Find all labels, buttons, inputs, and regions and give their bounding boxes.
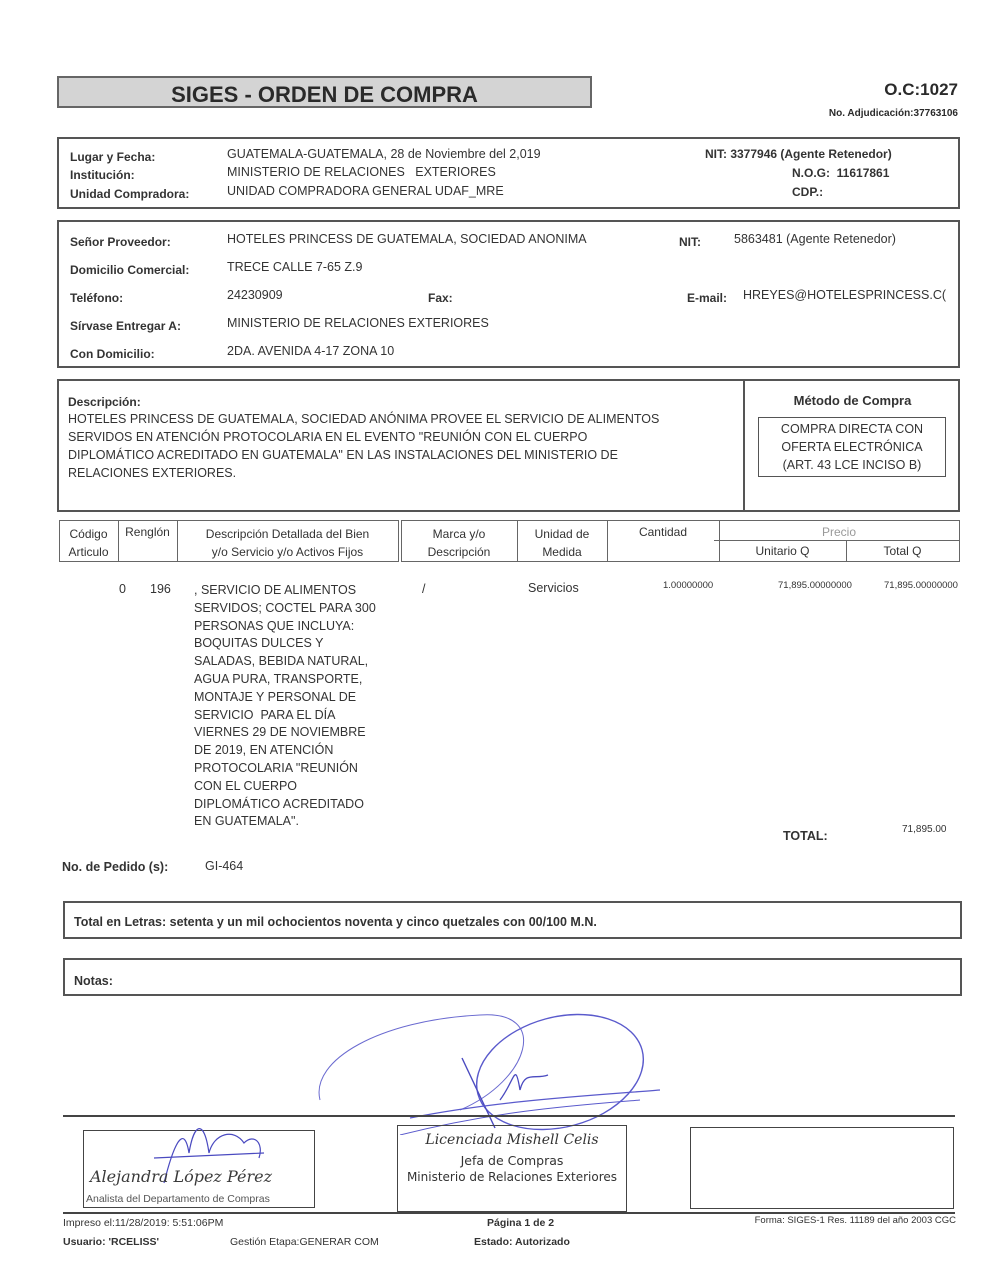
notas-label: Notas: [74, 974, 113, 988]
signature-box-right [690, 1127, 954, 1209]
signature-left-title: Analista del Departamento de Compras [86, 1193, 270, 1205]
header-precio: Precio [821, 525, 856, 539]
signature-box-middle [397, 1125, 627, 1212]
descripcion-line: RELACIONES EXTERIORES. [68, 466, 237, 480]
pedido-value: GI-464 [205, 859, 244, 873]
total-letras: Total en Letras: setenta y un mil ochocientos noventa y cinco quetzales con 00/100 M.N. [74, 915, 597, 929]
footer-usuario: Usuario: 'RCELISS' [63, 1236, 160, 1248]
header-cantidad: Cantidad [638, 525, 688, 539]
header-total: Total Q [883, 544, 922, 558]
fax-label: Fax: [428, 291, 453, 305]
telefono-label: Teléfono: [70, 291, 124, 305]
title-banner [57, 76, 592, 108]
descripcion-label: Descripción: [68, 395, 141, 409]
adjudicacion-number: No. Adjudicación:37763106 [828, 108, 958, 119]
header-codigo: Código Articulo [68, 527, 109, 559]
row-cantidad: 1.00000000 [663, 580, 714, 591]
row-unidad: Servicios [528, 581, 579, 595]
footer-pagina: Página 1 de 2 [487, 1217, 555, 1229]
domicilio-label: Domicilio Comercial: [70, 263, 190, 277]
header-descripcion: Descripción Detallada del Bien y/o Servicio y/o Activos Fijos [205, 527, 370, 559]
institucion-label: Institución: [70, 168, 135, 182]
oc-number: O.C:1027 [884, 80, 958, 99]
items-table-header [59, 520, 960, 562]
proveedor-label: Señor Proveedor: [70, 235, 171, 249]
descripcion-line: DIPLOMÁTICO ACREDITADO EN GUATEMALA" EN LAS INSTALACIONES DEL MINISTERIO DE [68, 448, 618, 462]
row-descripcion: , SERVICIO DE ALIMENTOS SERVIDOS; COCTEL PARA 300 PERSONAS QUE INCLUYA: BOQUITAS DULCES Y SALADAS, BEBIDA NATURAL, AGUA PURA, TRANSPORTE, MONTAJE Y PERSONAL DE SERVICIO PARA EL DÍA VIERNES 29 DE NOVIEMBRE DE 2019, EN ATENCIÓN PROTOCOLARIA "REUNIÓN CON EL CUERPO DIPLOMÁTICO ACREDITADO EN GUATEMALA". [194, 583, 376, 829]
descripcion-line: SERVIDOS EN ATENCIÓN PROTOCOLARIA EN EL EVENTO "REUNIÓN CON EL CUERPO [68, 430, 588, 444]
telefono-value: 24230909 [227, 288, 283, 302]
footer-impreso: Impreso el:11/28/2019: 5:51:06PM [63, 1217, 224, 1229]
signature-middle-org: Ministerio de Relaciones Exteriores [406, 1170, 618, 1184]
signature-middle-name: Licenciada Mishell Celis [425, 1132, 599, 1148]
metodo-compra-box [758, 417, 946, 477]
unidad-compradora-label: Unidad Compradora: [70, 187, 190, 201]
header-renglon: Renglón [125, 525, 170, 539]
page-title: SIGES - ORDEN DE COMPRA [171, 82, 478, 107]
table-row [0, 580, 988, 840]
row-unitario: 71,895.00000000 [778, 580, 852, 591]
descripcion-box [57, 379, 960, 512]
descripcion-line: HOTELES PRINCESS DE GUATEMALA, SOCIEDAD ANÓNIMA PROVEE EL SERVICIO DE ALIMENTOS [68, 412, 660, 426]
proveedor-nit-label: NIT: [679, 235, 701, 249]
proveedor-value: HOTELES PRINCESS DE GUATEMALA, SOCIEDAD ANONIMA [227, 232, 587, 246]
proveedor-box [57, 220, 960, 368]
notas-box [63, 958, 962, 996]
lugar-fecha-value: GUATEMALA-GUATEMALA, 28 de Noviembre del 2,019 [227, 147, 541, 161]
metodo-compra-label: Método de Compra [793, 393, 912, 408]
footer-divider [63, 1212, 955, 1214]
institucion-value: MINISTERIO DE RELACIONES EXTERIORES [227, 165, 496, 179]
con-domicilio-value: 2DA. AVENIDA 4-17 ZONA 10 [227, 344, 395, 358]
total-letras-box [63, 901, 962, 939]
footer-estado: Estado: Autorizado [474, 1236, 570, 1248]
footer-forma: Forma: SIGES-1 Res. 11189 del año 2003 CGC [754, 1215, 956, 1226]
con-domicilio-label: Con Domicilio: [70, 347, 155, 361]
nog-number: N.O.G: 11617861 [792, 166, 890, 180]
entregar-value: MINISTERIO DE RELACIONES EXTERIORES [227, 316, 489, 330]
email-value: HREYES@HOTELESPRINCESS.C( [743, 288, 947, 302]
header-marca: Marca y/o Descripción [427, 527, 491, 559]
row-codigo: 0 [119, 582, 126, 596]
row-marca: / [422, 582, 426, 596]
general-info-box [57, 137, 960, 209]
descripcion-text [68, 410, 659, 482]
domicilio-value: TRECE CALLE 7-65 Z.9 [227, 260, 363, 274]
unidad-compradora-value: UNIDAD COMPRADORA GENERAL UDAF_MRE [227, 184, 504, 198]
proveedor-nit-value: 5863481 (Agente Retenedor) [734, 232, 896, 246]
footer-gestion: Gestión Etapa:GENERAR COM [230, 1236, 379, 1248]
row-total: 71,895.00000000 [884, 580, 958, 591]
header-unidad: Unidad de Medida [534, 527, 590, 559]
cdp-label: CDP.: [792, 185, 824, 199]
row-renglon: 196 [150, 582, 171, 596]
metodo-line: COMPRA DIRECTA CON [780, 422, 924, 436]
lugar-fecha-label: Lugar y Fecha: [70, 150, 156, 164]
metodo-line: OFERTA ELECTRÓNICA [781, 440, 923, 454]
institucion-nit: NIT: 3377946 (Agente Retenedor) [705, 147, 892, 161]
entregar-label: Sírvase Entregar A: [70, 319, 181, 333]
header-unitario: Unitario Q [755, 544, 810, 558]
signature-middle-title: Jefa de Compras [460, 1153, 564, 1168]
total-label: TOTAL: [783, 829, 828, 843]
pedido-label: No. de Pedido (s): [62, 860, 169, 874]
metodo-line: (ART. 43 LCE INCISO B) [782, 458, 922, 472]
total-value: 71,895.00 [902, 824, 947, 835]
signature-left-name: Alejandra López Pérez [90, 1167, 273, 1186]
email-label: E-mail: [687, 291, 728, 305]
signature-box-left [83, 1130, 315, 1208]
